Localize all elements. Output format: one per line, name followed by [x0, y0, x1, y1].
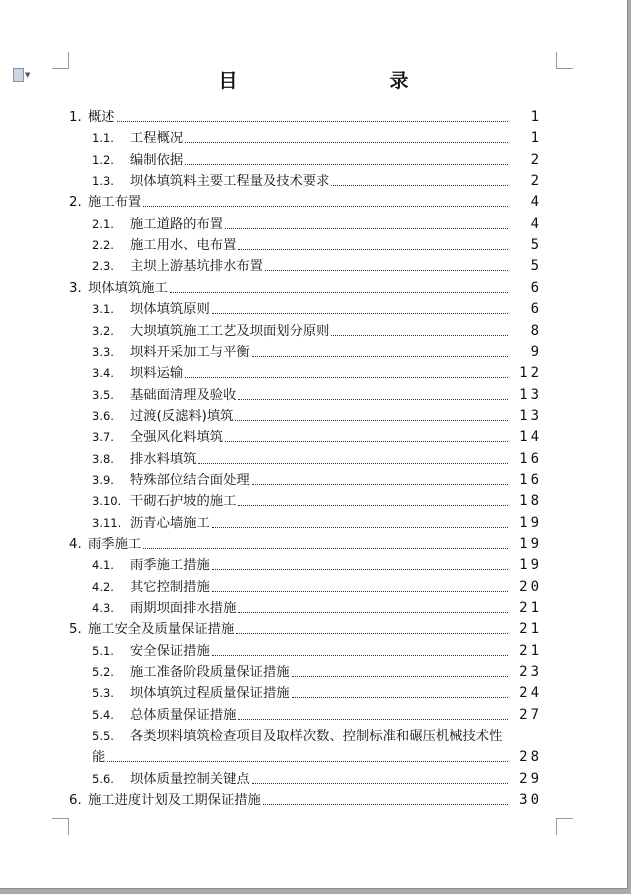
toc-entry-page-number: 16	[519, 471, 542, 488]
toc-entry-number: 5.6.	[92, 771, 114, 786]
toc-entry-label: 过渡(反滤料)填筑	[130, 408, 234, 424]
toc-entry-number: 3.9.	[92, 472, 114, 487]
toc-entry-number: 2.1.	[92, 216, 114, 231]
toc-entry-page-number: 8	[530, 322, 542, 339]
toc-entry-number: 1.1.	[92, 131, 114, 146]
toc-entry-number: 3.11.	[92, 515, 122, 530]
toc-entry[interactable]	[0, 705, 627, 726]
toc-entry[interactable]	[0, 641, 627, 662]
toc-entry-page-number: 6	[530, 279, 542, 296]
toc-entry-number: 1.2.	[92, 152, 114, 167]
toc-entry-page-number: 28	[519, 749, 542, 766]
toc-dot-leader	[185, 142, 508, 143]
toc-entry-page-number: 30	[519, 792, 542, 809]
toc-dot-leader	[170, 292, 508, 293]
toc-dot-leader	[212, 591, 508, 592]
toc-entry[interactable]	[0, 278, 627, 299]
toc-entry-page-number: 6	[530, 301, 542, 318]
toc-entry-label: 施工道路的布置	[130, 216, 224, 232]
toc-entry[interactable]	[0, 150, 627, 171]
toc-entry-label: 坝体填筑施工	[88, 280, 168, 296]
toc-entry-page-number: 21	[519, 621, 542, 638]
toc-entry-number: 2.2.	[92, 238, 114, 253]
toc-entry-number: 6.	[69, 793, 82, 809]
toc-entry[interactable]	[0, 299, 627, 320]
toc-entry-label: 特殊部位结合面处理	[130, 472, 250, 488]
toc-entry[interactable]	[0, 235, 627, 256]
toc-dot-leader	[235, 420, 508, 421]
toc-entry-page-number: 21	[519, 642, 542, 659]
toc-entry-label: 概述	[88, 110, 115, 125]
toc-entry-label: 雨期坝面排水措施	[130, 601, 237, 617]
toc-entry-page-number: 27	[519, 706, 542, 723]
toc-entry-page-number: 19	[519, 557, 542, 574]
toc-dot-leader	[212, 569, 508, 570]
toc-entry[interactable]	[0, 726, 627, 768]
toc-entry[interactable]	[0, 534, 627, 555]
toc-entry-page-number: 5	[530, 237, 542, 254]
toc-entry[interactable]	[0, 406, 627, 427]
toc-entry-number: 5.3.	[92, 686, 114, 701]
toc-entry-label: 大坝填筑施工工艺及坝面划分原则	[130, 323, 330, 339]
toc-entry-label: 施工用水、电布置	[130, 238, 237, 254]
toc-entry-page-number: 4	[530, 194, 542, 211]
toc-entry-page-number: 20	[519, 578, 542, 595]
toc-entry-label: 总体质量保证措施	[130, 707, 237, 723]
toc-entry[interactable]	[0, 385, 627, 406]
toc-entry[interactable]	[0, 427, 627, 448]
toc-entry-label: 坝体填筑料主要工程量及技术要求	[130, 174, 330, 190]
toc-entry-label: 干砌石护坡的施工	[130, 494, 237, 510]
toc-entry-number: 3.3.	[92, 344, 114, 359]
toc-entry-label: 工程概况	[130, 131, 184, 147]
toc-entry-label: 全强风化料填筑	[130, 430, 224, 446]
toc-dot-leader	[292, 697, 508, 698]
toc-entry[interactable]	[0, 577, 627, 598]
toc-entry-page-number: 29	[519, 770, 542, 787]
toc-entry-label: 安全保证措施	[130, 643, 210, 659]
toc-entry-label: 其它控制措施	[130, 579, 210, 595]
toc-entry-page-number: 14	[519, 429, 542, 446]
toc-dot-leader	[252, 356, 508, 357]
toc-entry[interactable]	[0, 619, 627, 640]
toc-entry[interactable]	[0, 321, 627, 342]
caret-down-icon: ▼	[25, 71, 31, 79]
toc-entry-number: 1.	[69, 110, 82, 125]
toc-entry-label: 雨季施工	[88, 537, 142, 552]
toc-entry-number: 3.7.	[92, 430, 114, 445]
toc-entry-page-number: 24	[519, 685, 542, 702]
toc-entry-label: 编制依据	[130, 152, 184, 168]
toc-entry[interactable]	[0, 342, 627, 363]
toc-entry-number: 3.8.	[92, 451, 114, 466]
toc-entry-number: 3.4.	[92, 366, 114, 381]
toc-entry-number: 5.5.	[92, 729, 114, 744]
toc-entry-page-number: 12	[519, 365, 542, 382]
toc-dot-leader	[263, 804, 508, 805]
toc-entry[interactable]	[0, 662, 627, 683]
toc-entry-page-number: 4	[530, 215, 542, 232]
toc-dot-leader	[238, 612, 508, 613]
toc-dot-leader	[331, 335, 508, 336]
toc-entry-label: 基础面清理及验收	[130, 387, 237, 403]
toc-entry-label: 坝体质量控制关键点	[130, 771, 250, 787]
toc-entry[interactable]	[0, 769, 627, 790]
toc-entry-number: 4.2.	[92, 579, 114, 594]
toc-entry[interactable]	[0, 171, 627, 192]
toc-entry[interactable]	[0, 513, 627, 534]
toc-dot-leader	[331, 185, 508, 186]
toc-entry-page-number: 5	[530, 258, 542, 275]
toc-entry-label-continued: 能	[92, 750, 106, 766]
toc-entry-page-number: 9	[530, 343, 542, 360]
toc-entry-number: 2.	[69, 195, 82, 211]
toc-entry-label: 坝料运输	[130, 366, 184, 382]
toc-entry[interactable]	[0, 256, 627, 277]
toc-entry-page-number: 1	[530, 109, 542, 125]
toc-entry-number: 5.	[69, 622, 82, 638]
toc-entry-page-number: 13	[519, 407, 542, 424]
toc-dot-leader	[238, 505, 508, 506]
toc-entry-label: 沥青心墙施工	[130, 515, 210, 531]
toc-entry-label: 坝体填筑过程质量保证措施	[130, 686, 290, 702]
toc-dot-leader	[238, 399, 508, 400]
toc-entry-page-number: 21	[519, 600, 542, 617]
toc-dot-leader	[107, 761, 508, 762]
toc-entry[interactable]	[0, 363, 627, 384]
toc-entry-page-number: 19	[519, 514, 542, 531]
toc-entry-number: 3.2.	[92, 323, 114, 338]
toc-entry-page-number: 1	[530, 130, 542, 147]
toc-entry-number: 5.1.	[92, 643, 114, 658]
toc-dot-leader	[212, 527, 508, 528]
toc-entry-label: 坝料开采加工与平衡	[130, 344, 250, 360]
toc-entry[interactable]	[0, 555, 627, 576]
toc-dot-leader	[265, 270, 508, 271]
toc-entry-number: 3.6.	[92, 408, 114, 423]
toc-dot-leader	[143, 548, 508, 549]
toc-entry[interactable]	[0, 598, 627, 619]
toc-dot-leader	[252, 783, 508, 784]
toc-title: 目 录	[218, 70, 447, 92]
toc-entry-label: 坝体填筑原则	[130, 302, 210, 318]
toc-dot-leader	[238, 719, 508, 720]
toc-entry-number: 4.	[69, 537, 82, 552]
toc-entry-label: 施工准备阶段质量保证措施	[130, 665, 290, 681]
toc-entry[interactable]	[0, 449, 627, 470]
toc-entry[interactable]	[0, 214, 627, 235]
toc-entry-number: 5.4.	[92, 707, 114, 722]
toc-entry[interactable]	[0, 192, 627, 213]
toc-dot-leader	[198, 463, 508, 464]
toc-entry-label: 各类坝料填筑检查项目及取样次数、控制标准和碾压机械技术性	[130, 729, 503, 745]
toc-entry-page-number: 2	[530, 173, 542, 190]
toc-entry-number: 4.1.	[92, 558, 114, 573]
toc-dot-leader	[292, 676, 508, 677]
toc-dot-leader	[238, 249, 508, 250]
toc-entry-number: 4.3.	[92, 601, 114, 616]
toc-entry-label: 施工进度计划及工期保证措施	[88, 793, 261, 809]
toc-entry[interactable]	[0, 128, 627, 149]
toc-entry-number: 3.5.	[92, 387, 114, 402]
toc-dot-leader	[225, 441, 508, 442]
toc-entry[interactable]	[0, 470, 627, 491]
toc-entry-page-number: 23	[519, 664, 542, 681]
toc-dot-leader	[252, 484, 508, 485]
toc-entry[interactable]	[0, 107, 627, 128]
toc-dot-leader	[236, 633, 508, 634]
toc-dot-leader	[225, 228, 508, 229]
toc-entry-label: 雨季施工措施	[130, 558, 210, 574]
toc-dot-leader	[212, 655, 508, 656]
toc-entry-number: 3.	[69, 280, 82, 296]
toc-entry-label: 主坝上游基坑排水布置	[130, 259, 263, 275]
toc-entry-label: 施工安全及质量保证措施	[88, 622, 235, 638]
toc-entry-page-number: 16	[519, 450, 542, 467]
toc-entry[interactable]	[0, 790, 627, 811]
toc-dot-leader	[117, 121, 508, 122]
toc-entry-number: 3.1.	[92, 302, 114, 317]
toc-entry-page-number: 18	[519, 493, 542, 510]
toc-entry-number: 2.3.	[92, 259, 114, 274]
toc-entry[interactable]	[0, 683, 627, 704]
toc-entry-page-number: 19	[519, 536, 542, 552]
toc-dot-leader	[185, 377, 508, 378]
toc-dot-leader	[185, 164, 508, 165]
toc-dot-leader	[212, 313, 508, 314]
toc-entry-number: 3.10.	[92, 494, 122, 509]
toc-entry-number: 5.2.	[92, 665, 114, 680]
toc-entry-page-number: 13	[519, 386, 542, 403]
toc-entry-page-number: 2	[530, 151, 542, 168]
toc-entry[interactable]	[0, 491, 627, 512]
toc-entry-label: 排水料填筑	[130, 451, 197, 467]
toc-dot-leader	[143, 206, 508, 207]
toc-entry-label: 施工布置	[88, 195, 142, 211]
toc-entry-number: 1.3.	[92, 174, 114, 189]
